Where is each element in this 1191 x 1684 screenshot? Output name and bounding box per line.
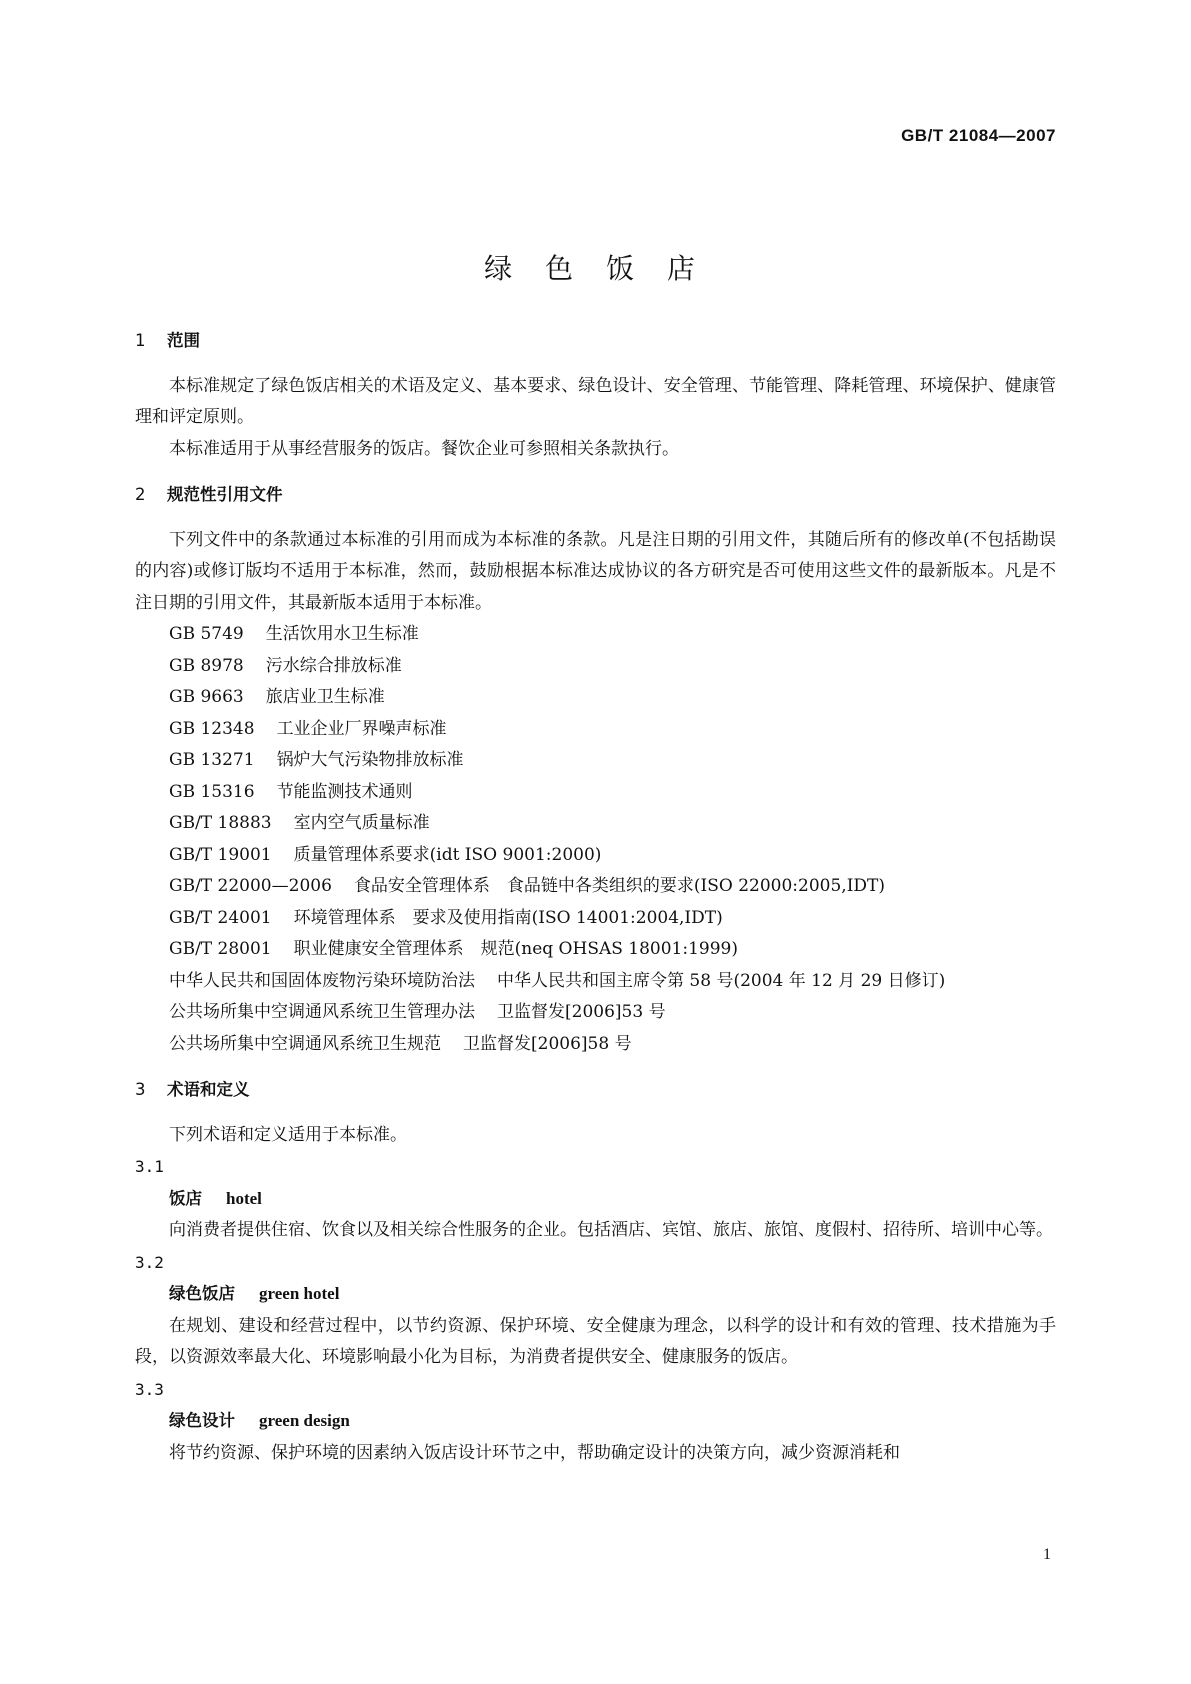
reference-name: 职业健康安全管理体系 规范(neq OHSAS 18001:1999) (293, 939, 738, 959)
section-title: 规范性引用文件 (167, 485, 283, 504)
reference-item (135, 808, 1056, 840)
reference-name: 质量管理体系要求(idt ISO 9001:2000) (293, 844, 602, 865)
page-number: 1 (1043, 1546, 1051, 1563)
term-number: 3.1 (135, 1157, 164, 1176)
standard-code: GB/T 21084—2007 (901, 126, 1056, 145)
section-title: 范围 (167, 331, 200, 350)
term-zh: 绿色设计 (169, 1411, 235, 1430)
section-number: 2 (135, 485, 146, 504)
references-intro: 下列文件中的条款通过本标准的引用而成为本标准的条款。凡是注日期的引用文件，其随后所有的修改单(不包括勘误的内容)或修订版均不适用于本标准，然而，鼓励根据本标准达成协议的各方研究是否可使用这些文件的最新版本。凡是不注日期的引用文件，其最新版本适用于本标准。 (135, 529, 1056, 613)
term-title (135, 1278, 1056, 1311)
reference-item (135, 714, 1056, 746)
reference-item (135, 871, 1056, 903)
reference-name: 污水综合排放标准 (265, 655, 402, 676)
reference-code: GB 13271 (169, 750, 255, 770)
term-en: hotel (226, 1188, 262, 1208)
reference-code: GB/T 18883 (169, 813, 272, 833)
section-2-heading (135, 479, 1056, 511)
document-title: 绿 色 饭 店 (484, 251, 707, 285)
document-body (135, 325, 1056, 1469)
reference-name: 卫监督发[2006]53 号 (497, 1002, 666, 1022)
reference-code: GB/T 24001 (169, 907, 272, 928)
section-3-heading (135, 1074, 1056, 1106)
reference-code: GB 12348 (169, 718, 255, 739)
terms-intro: 下列术语和定义适用于本标准。 (169, 1124, 407, 1145)
reference-code: GB 8978 (169, 655, 244, 676)
reference-code: 公共场所集中空调通风系统卫生管理办法 (169, 1002, 475, 1022)
reference-item (135, 966, 1056, 998)
term-definition: 在规划、建设和经营过程中，以节约资源、保护环境、安全健康为理念，以科学的设计和有效的管理、技术措施为手段，以资源效率最大化、环境影响最小化为目标，为消费者提供安全、健康服务的饭店。 (135, 1315, 1056, 1367)
reference-item (135, 1029, 1056, 1061)
reference-name: 生活饮用水卫生标准 (265, 624, 419, 644)
reference-item (135, 682, 1056, 714)
reference-code: 中华人民共和国固体废物污染环境防治法 (169, 970, 475, 991)
reference-item (135, 903, 1056, 935)
reference-code: 公共场所集中空调通风系统卫生规范 (169, 1033, 441, 1054)
reference-item (135, 997, 1056, 1029)
term-title (135, 1183, 1056, 1216)
reference-name: 旅店业卫生标准 (265, 687, 385, 707)
scope-paragraph-1: 本标准规定了绿色饭店相关的术语及定义、基本要求、绿色设计、安全管理、节能管理、降耗管理、环境保护、健康管理和评定原则。 (135, 375, 1056, 427)
section-number: 1 (135, 331, 146, 350)
term-definition: 向消费者提供住宿、饮食以及相关综合性服务的企业。包括酒店、宾馆、旅店、旅馆、度假村、招待所、培训中心等。 (169, 1220, 1053, 1240)
reference-code: GB/T 19001 (169, 844, 272, 865)
term-en: green hotel (259, 1284, 340, 1303)
scope-paragraph-2: 本标准适用于从事经营服务的饭店。餐饮企业可参照相关条款执行。 (169, 438, 679, 459)
section-number: 3 (135, 1080, 146, 1099)
reference-name: 中华人民共和国主席令第 58 号(2004 年 12 月 29 日修订) (497, 970, 946, 991)
term-number: 3.3 (135, 1379, 164, 1399)
reference-item (135, 777, 1056, 809)
term-zh: 饭店 (169, 1188, 202, 1208)
reference-code: GB 9663 (169, 687, 244, 707)
reference-name: 锅炉大气污染物排放标准 (276, 750, 464, 770)
reference-item (135, 619, 1056, 651)
reference-code: GB/T 28001 (169, 939, 272, 959)
reference-name: 食品安全管理体系 食品链中各类组织的要求(ISO 22000:2005,IDT) (353, 876, 886, 896)
reference-name: 节能监测技术通则 (276, 781, 413, 802)
term-en: green design (259, 1411, 350, 1430)
reference-name: 环境管理体系 要求及使用指南(ISO 14001:2004,IDT) (293, 907, 723, 928)
reference-code: GB/T 22000—2006 (169, 876, 332, 896)
reference-item (135, 745, 1056, 777)
section-title: 术语和定义 (167, 1080, 250, 1099)
reference-name: 卫监督发[2006]58 号 (463, 1033, 632, 1054)
term-title (135, 1405, 1056, 1438)
reference-item (135, 934, 1056, 966)
reference-list (135, 619, 1056, 1060)
term-number: 3.2 (135, 1252, 164, 1272)
reference-name: 室内空气质量标准 (293, 813, 430, 833)
reference-item (135, 840, 1056, 872)
term-definition: 将节约资源、保护环境的因素纳入饭店设计环节之中，帮助确定设计的决策方向，减少资源消耗和 (169, 1442, 900, 1463)
term-zh: 绿色饭店 (169, 1284, 235, 1303)
reference-name: 工业企业厂界噪声标准 (276, 718, 447, 739)
reference-code: GB 15316 (169, 781, 255, 802)
reference-code: GB 5749 (169, 624, 244, 644)
section-1-heading (135, 325, 1056, 357)
reference-item (135, 651, 1056, 683)
